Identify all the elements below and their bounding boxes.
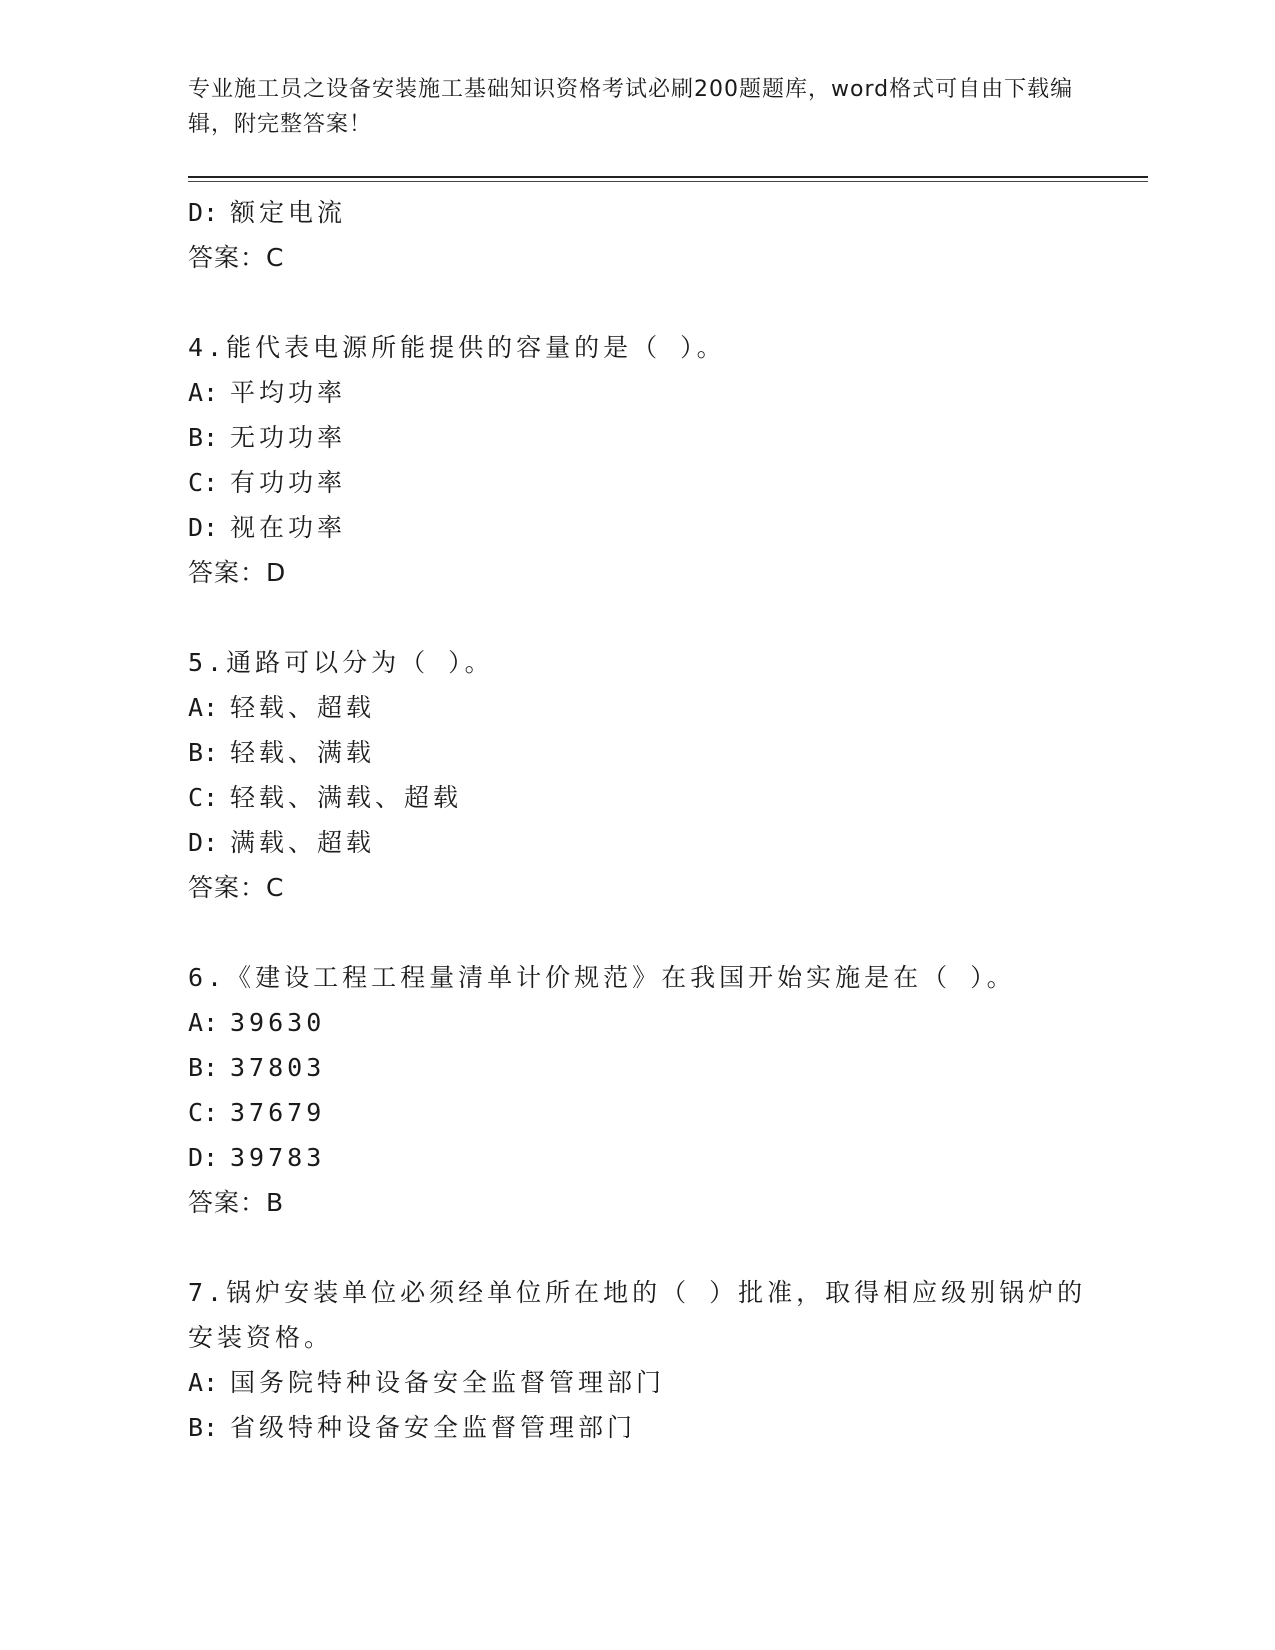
option-prefix: C: xyxy=(188,468,219,497)
option-prefix: B: xyxy=(188,738,219,767)
question-7 xyxy=(188,1270,1088,1450)
document-body xyxy=(188,190,1088,1450)
option-text: 平均功率 xyxy=(230,378,347,407)
question-5 xyxy=(188,640,1088,910)
option-prefix: C: xyxy=(188,783,219,812)
option-prefix: A: xyxy=(188,693,219,722)
option-prefix: D: xyxy=(188,198,219,227)
option-text: 有功功率 xyxy=(230,468,347,497)
option-b xyxy=(188,415,1088,460)
option-b xyxy=(188,1405,1088,1450)
option-d xyxy=(188,820,1088,865)
option-text: 轻载、满载、超载 xyxy=(230,783,463,812)
option-text: 轻载、超载 xyxy=(230,693,376,722)
option-prefix: C: xyxy=(188,1098,219,1127)
option-prefix: D: xyxy=(188,1143,219,1172)
question-6 xyxy=(188,955,1088,1225)
option-prefix: B: xyxy=(188,423,219,452)
option-a xyxy=(188,1000,1088,1045)
option-text: 39630 xyxy=(230,1008,326,1037)
option-a xyxy=(188,1360,1088,1405)
option-text: 37803 xyxy=(230,1053,326,1082)
option-prefix: A: xyxy=(188,1368,219,1397)
option-text: 37679 xyxy=(230,1098,326,1127)
question-text: 5.通路可以分为（ ）。 xyxy=(188,648,494,677)
option-prefix: B: xyxy=(188,1053,219,1082)
option-text: 额定电流 xyxy=(230,198,347,227)
option-prefix: A: xyxy=(188,1008,219,1037)
option-c xyxy=(188,1090,1088,1135)
question-4 xyxy=(188,325,1088,595)
document-header-title: 专业施工员之设备安装施工基础知识资格考试必刷200题题库，word格式可自由下载编辑，附完整答案！ xyxy=(188,77,1074,137)
option-d xyxy=(188,1135,1088,1180)
option-c xyxy=(188,775,1088,820)
option-prefix: D: xyxy=(188,513,219,542)
answer-line: 答案：D xyxy=(188,558,287,587)
question-3-tail xyxy=(188,190,1088,280)
option-text: 无功功率 xyxy=(230,423,347,452)
answer-line: 答案：B xyxy=(188,1188,285,1217)
option-a xyxy=(188,370,1088,415)
option-text: 轻载、满载 xyxy=(230,738,376,767)
answer-line: 答案：C xyxy=(188,243,285,272)
option-prefix: B: xyxy=(188,1413,219,1442)
option-b xyxy=(188,1045,1088,1090)
question-text: 6.《建设工程工程量清单计价规范》在我国开始实施是在（ ）。 xyxy=(188,963,1016,992)
option-text: 视在功率 xyxy=(230,513,347,542)
option-prefix: D: xyxy=(188,828,219,857)
question-text: 7.锅炉安装单位必须经单位所在地的（ ）批准，取得相应级别锅炉的安装资格。 xyxy=(188,1278,1087,1352)
option-d xyxy=(188,190,1088,235)
question-text: 4.能代表电源所能提供的容量的是（ ）。 xyxy=(188,333,726,362)
option-b xyxy=(188,730,1088,775)
answer-line: 答案：C xyxy=(188,873,285,902)
option-text: 国务院特种设备安全监督管理部门 xyxy=(230,1368,666,1397)
option-text: 39783 xyxy=(230,1143,326,1172)
header-divider-thick xyxy=(188,176,1148,178)
option-prefix: A: xyxy=(188,378,219,407)
header-divider-thin xyxy=(188,181,1148,182)
option-c xyxy=(188,460,1088,505)
option-d xyxy=(188,505,1088,550)
option-a xyxy=(188,685,1088,730)
option-text: 满载、超载 xyxy=(230,828,376,857)
option-text: 省级特种设备安全监督管理部门 xyxy=(230,1413,637,1442)
